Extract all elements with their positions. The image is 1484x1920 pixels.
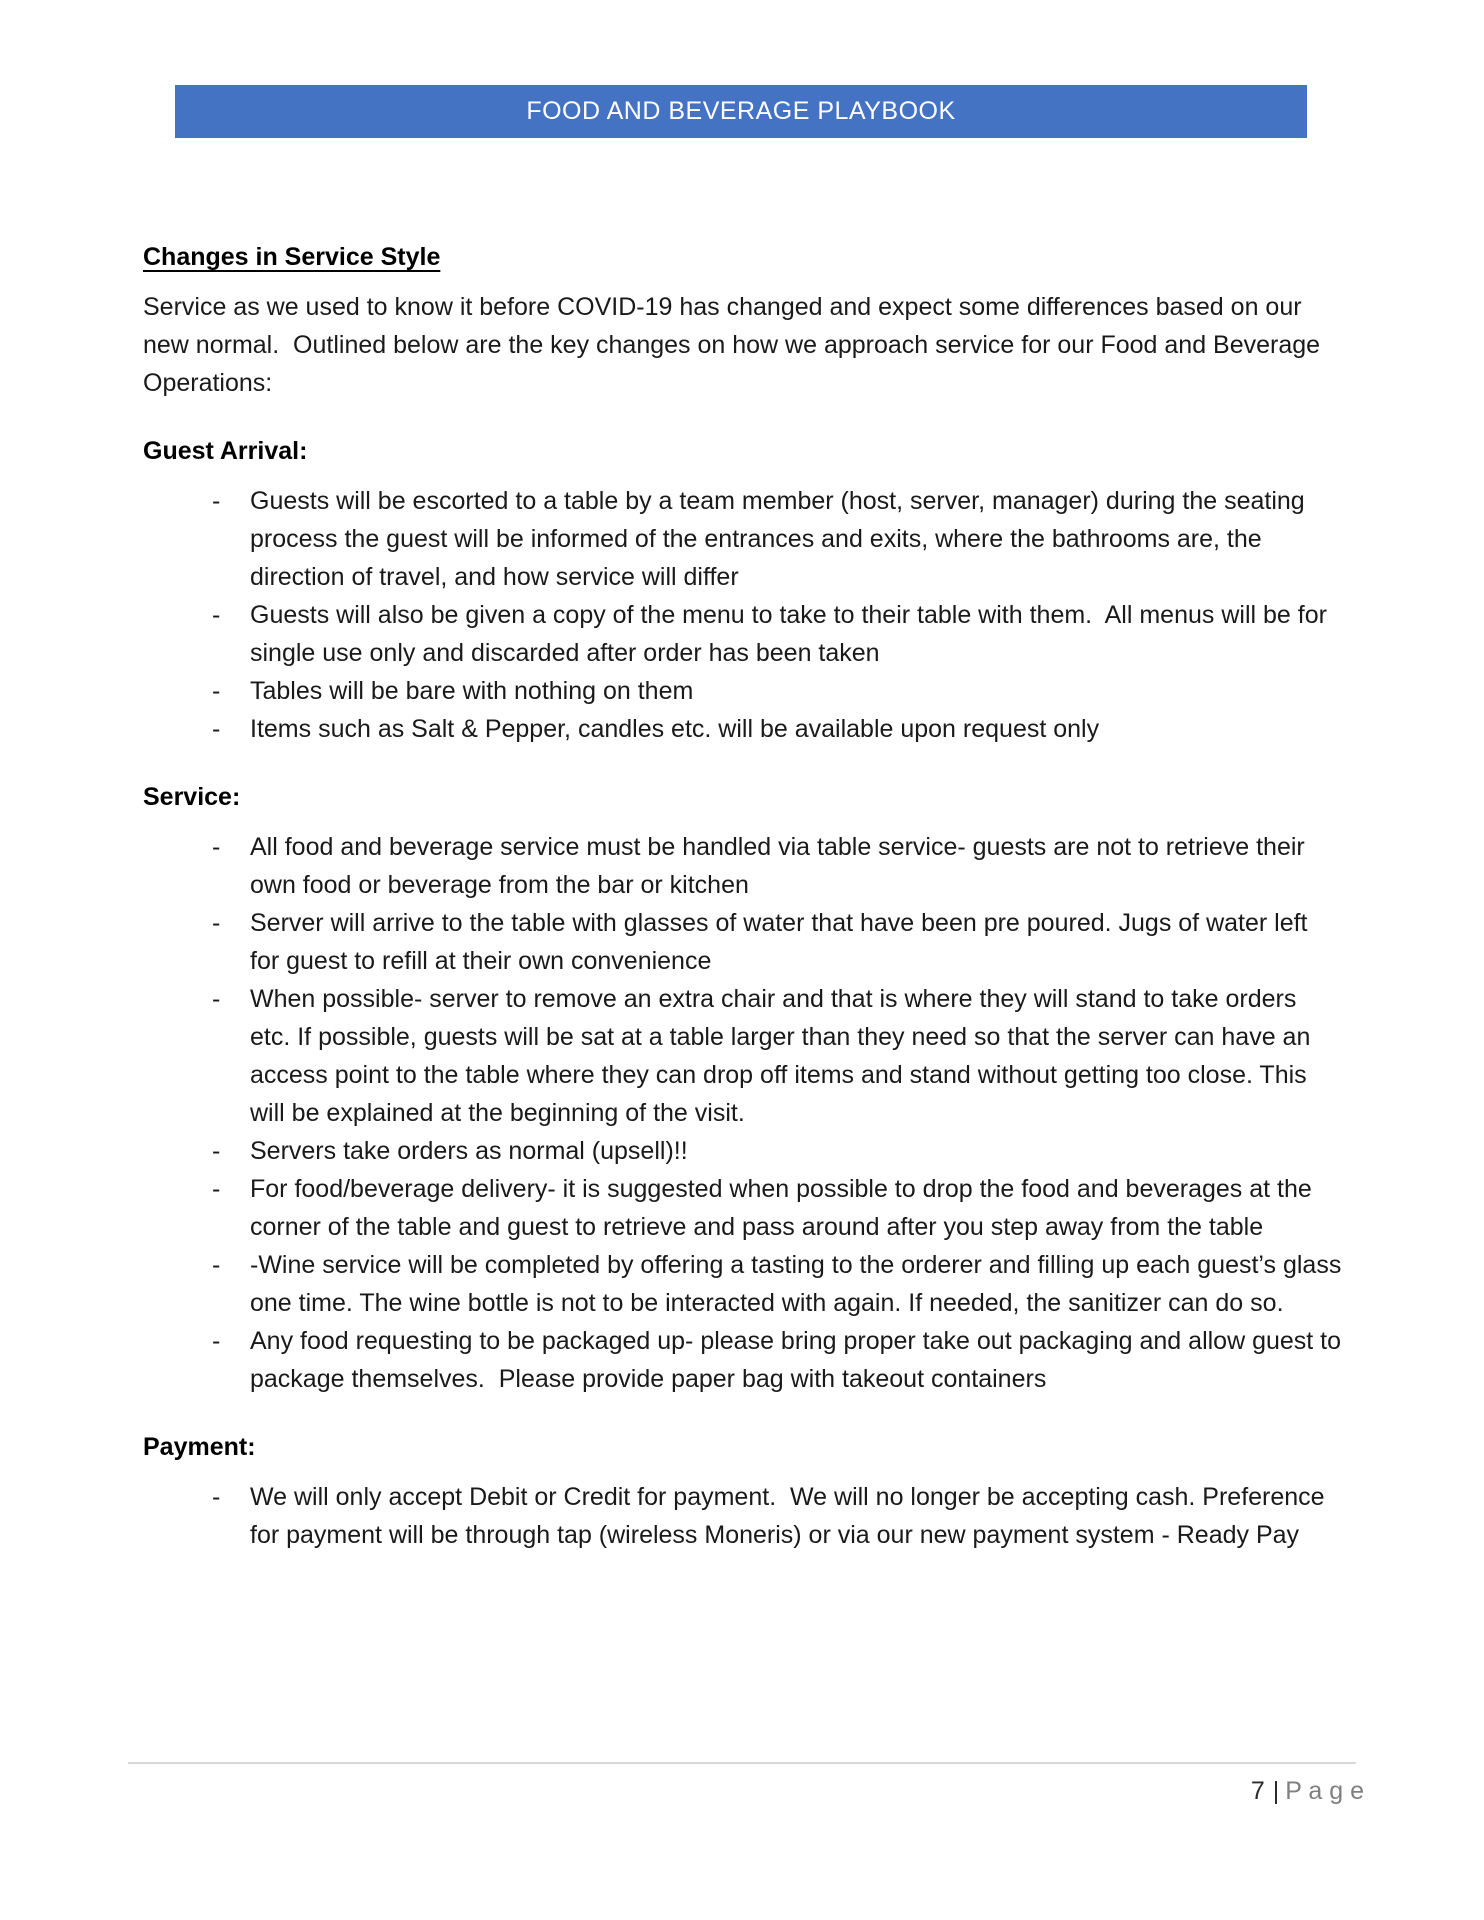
section-heading-guest-arrival: Guest Arrival: (143, 437, 308, 465)
list-item: - Guests will be escorted to a table by a team member (host, server, manager) during the seating process the guest will be informed of the entrances and exits, where the bathrooms are, the direction of travel, and how service will differ (143, 482, 1343, 596)
section-heading-service: Service: (143, 783, 241, 811)
document-content (143, 238, 1349, 1584)
sections-container (143, 432, 1349, 1554)
intro-paragraph: Service as we used to know it before COVID-19 has changed and expect some differences based on our new normal. Outlined below are the key changes on how we approach service for our Food and Beverage Operations: (143, 293, 1328, 397)
list-item: - When possible- server to remove an extra chair and that is where they will stand to take orders etc. If possible, guests will be sat at a table larger than they need so that the server can have an access point to the table where they can drop off items and stand without getting too close. This will be explained at the beginning of the visit. (143, 980, 1343, 1132)
bullet-list (143, 828, 1349, 1398)
footer-separator-line (128, 1762, 1356, 1764)
bullet-list (143, 482, 1343, 748)
list-item: - Server will arrive to the table with glasses of water that have been pre poured. Jugs of water left for guest to refill at their own convenience (143, 904, 1343, 980)
page-footer (1251, 1772, 1364, 1810)
list-item: - -Wine service will be completed by offering a tasting to the orderer and filling up each guest’s glass one time. The wine bottle is not to be interacted with again. If needed, the sanitizer can do so. (143, 1246, 1343, 1322)
list-item: - Any food requesting to be packaged up- please bring proper take out packaging and allow guest to package themselves. Please provide paper bag with takeout containers (143, 1322, 1343, 1398)
header-title: FOOD AND BEVERAGE PLAYBOOK (526, 97, 956, 125)
bullet-list (143, 1478, 1343, 1554)
document-title: Changes in Service Style (143, 243, 441, 271)
list-item: - We will only accept Debit or Credit for payment. We will no longer be accepting cash. Preference for payment will be through tap (wireless Moneris) or via our new payment system - Ready Pay (143, 1478, 1343, 1554)
list-item: - Guests will also be given a copy of the menu to take to their table with them. All menus will be for single use only and discarded after order has been taken (143, 596, 1343, 672)
page-header-banner (175, 85, 1307, 138)
section-heading-payment: Payment: (143, 1433, 256, 1461)
footer-pipe: | (1272, 1777, 1280, 1805)
page-number: 7 (1250, 1777, 1265, 1805)
list-item: - Tables will be bare with nothing on them (143, 672, 1343, 710)
list-item: - Servers take orders as normal (upsell)!! (143, 1132, 1343, 1170)
list-item: - All food and beverage service must be handled via table service- guests are not to retrieve their own food or beverage from the bar or kitchen (143, 828, 1343, 904)
list-item: - Items such as Salt & Pepper, candles etc. will be available upon request only (143, 710, 1343, 748)
list-item: - For food/beverage delivery- it is suggested when possible to drop the food and beverages at the corner of the table and guest to retrieve and pass around after you step away from the table (143, 1170, 1343, 1246)
page-label: P a g e (1285, 1777, 1364, 1805)
